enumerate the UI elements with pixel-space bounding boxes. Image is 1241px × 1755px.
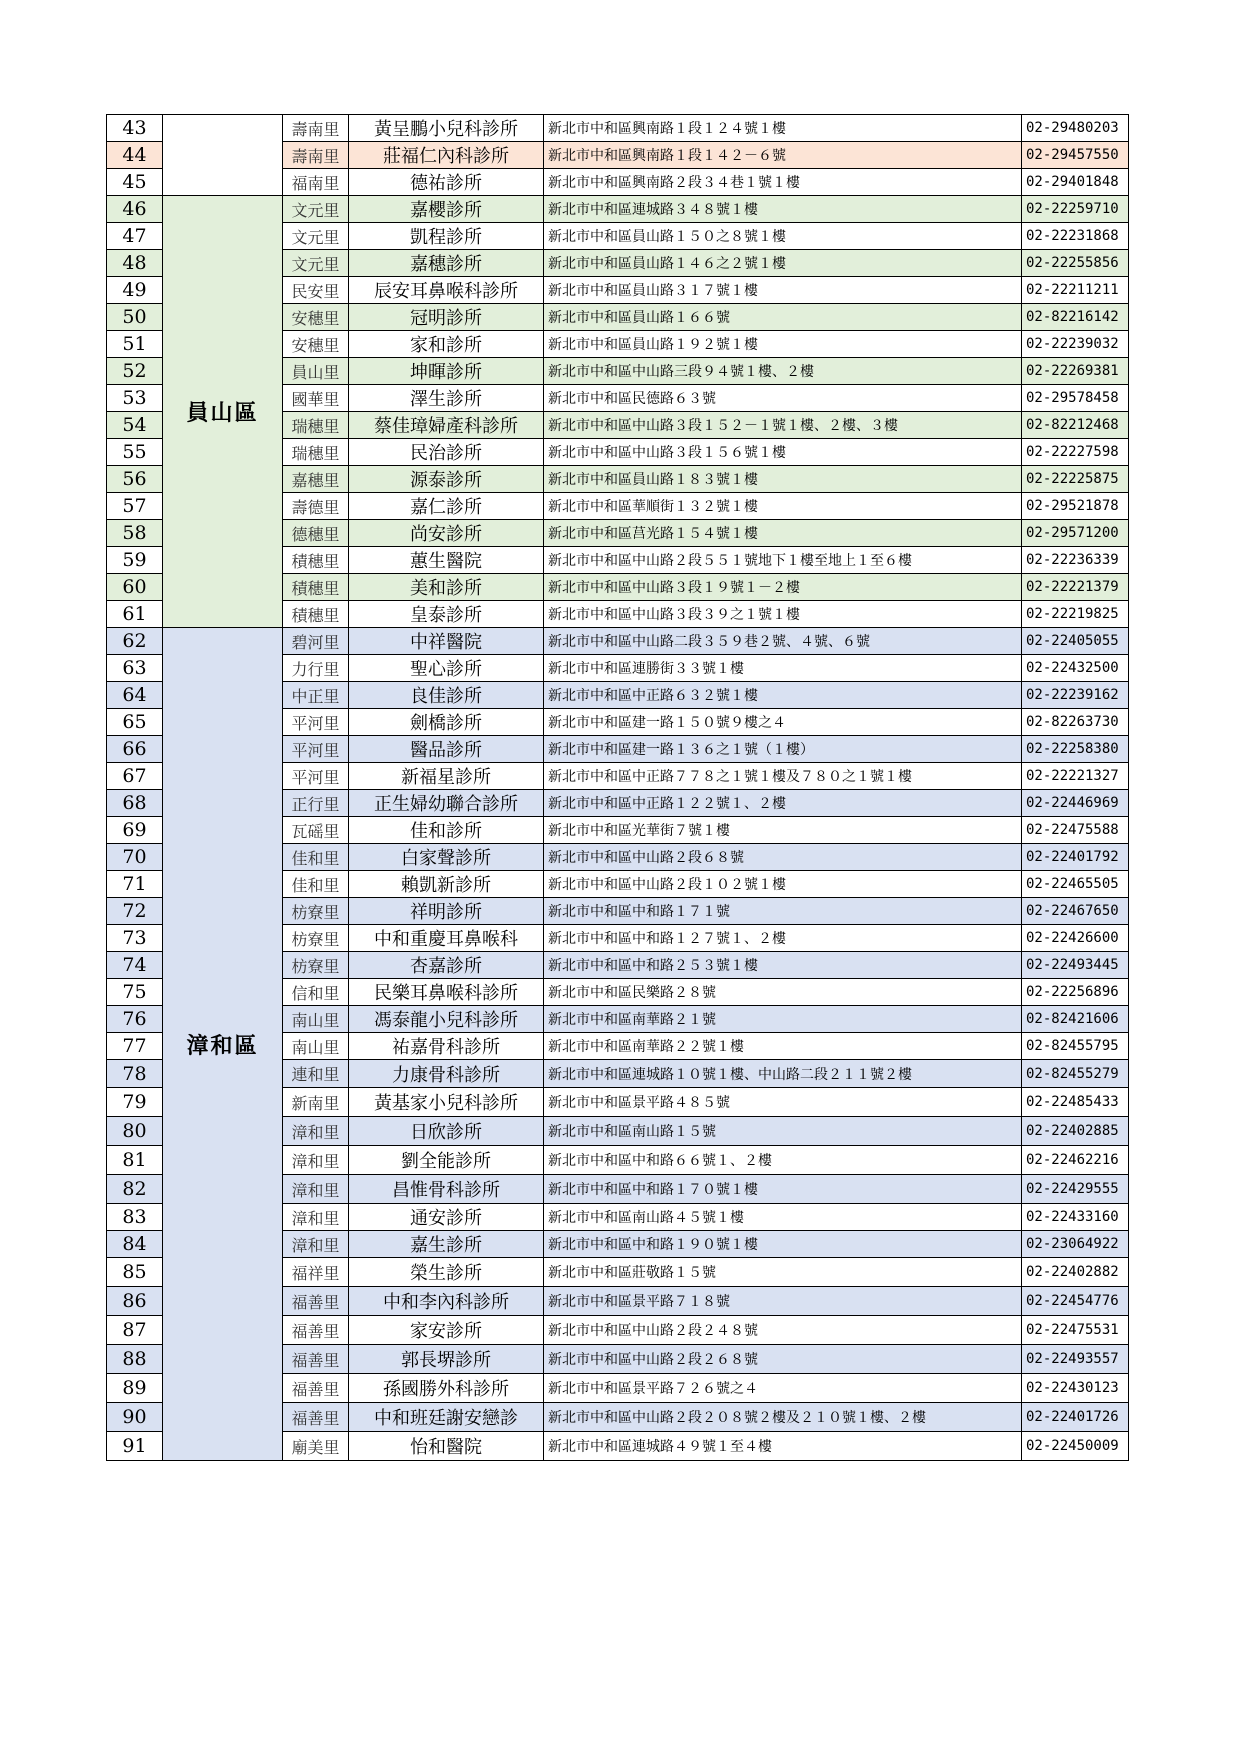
clinic-name: 美和診所 — [349, 574, 544, 601]
clinic-name: 祥明診所 — [349, 898, 544, 925]
village-cell: 漳和里 — [283, 1204, 349, 1231]
clinic-name: 新福星診所 — [349, 763, 544, 790]
clinic-phone: 02-82216142 — [1022, 304, 1129, 331]
village-cell: 連和里 — [283, 1060, 349, 1088]
village-cell: 廟美里 — [283, 1432, 349, 1461]
village-cell: 力行里 — [283, 655, 349, 682]
clinic-address: 新北市中和區中和路１２７號１、２樓 — [544, 925, 1022, 952]
village-cell: 瓦磘里 — [283, 817, 349, 844]
clinic-address: 新北市中和區南山路１５號 — [544, 1117, 1022, 1146]
clinic-address: 新北市中和區中山路三段９４號１樓、２樓 — [544, 358, 1022, 385]
clinic-address: 新北市中和區員山路１８３號１樓 — [544, 466, 1022, 493]
row-number: 62 — [107, 628, 163, 655]
row-number: 70 — [107, 844, 163, 871]
village-cell: 正行里 — [283, 790, 349, 817]
clinic-name: 杏嘉診所 — [349, 952, 544, 979]
clinic-phone: 02-22485433 — [1022, 1088, 1129, 1117]
village-cell: 信和里 — [283, 979, 349, 1006]
clinic-table-body — [107, 115, 1129, 1461]
clinic-phone: 02-29521878 — [1022, 493, 1129, 520]
clinic-address: 新北市中和區員山路１９２號１樓 — [544, 331, 1022, 358]
row-number: 50 — [107, 304, 163, 331]
clinic-name: 昌惟骨科診所 — [349, 1175, 544, 1204]
clinic-phone: 02-29578458 — [1022, 385, 1129, 412]
clinic-phone: 02-22450009 — [1022, 1432, 1129, 1461]
clinic-phone: 02-82212468 — [1022, 412, 1129, 439]
clinic-address: 新北市中和區光華街７號１樓 — [544, 817, 1022, 844]
village-cell: 文元里 — [283, 223, 349, 250]
row-number: 44 — [107, 142, 163, 169]
clinic-phone: 02-22433160 — [1022, 1204, 1129, 1231]
clinic-address: 新北市中和區莊敬路１５號 — [544, 1258, 1022, 1287]
row-number: 60 — [107, 574, 163, 601]
village-cell: 枋寮里 — [283, 925, 349, 952]
clinic-address: 新北市中和區連城路４９號１至４樓 — [544, 1432, 1022, 1461]
clinic-name: 蕙生醫院 — [349, 547, 544, 574]
clinic-name: 尚安診所 — [349, 520, 544, 547]
row-number: 86 — [107, 1287, 163, 1316]
row-number: 83 — [107, 1204, 163, 1231]
clinic-phone: 02-22231868 — [1022, 223, 1129, 250]
clinic-name: 嘉櫻診所 — [349, 196, 544, 223]
row-number: 68 — [107, 790, 163, 817]
clinic-address: 新北市中和區中山路３段３９之１號１樓 — [544, 601, 1022, 628]
clinic-phone: 02-22227598 — [1022, 439, 1129, 466]
village-cell: 枋寮里 — [283, 898, 349, 925]
clinic-name: 嘉仁診所 — [349, 493, 544, 520]
clinic-phone: 02-22259710 — [1022, 196, 1129, 223]
row-number: 45 — [107, 169, 163, 196]
clinic-phone: 02-82455279 — [1022, 1060, 1129, 1088]
village-cell: 枋寮里 — [283, 952, 349, 979]
village-cell: 員山里 — [283, 358, 349, 385]
row-number: 58 — [107, 520, 163, 547]
row-number: 59 — [107, 547, 163, 574]
clinic-phone: 02-22426600 — [1022, 925, 1129, 952]
clinic-phone: 02-22239032 — [1022, 331, 1129, 358]
clinic-name: 日欣診所 — [349, 1117, 544, 1146]
clinic-name: 郭長堺診所 — [349, 1345, 544, 1374]
clinic-address: 新北市中和區景平路７２６號之４ — [544, 1374, 1022, 1403]
clinic-phone: 02-22446969 — [1022, 790, 1129, 817]
village-cell: 漳和里 — [283, 1117, 349, 1146]
village-cell: 瑞穗里 — [283, 439, 349, 466]
clinic-address: 新北市中和區建一路１３６之１號（１樓） — [544, 736, 1022, 763]
village-cell: 平河里 — [283, 763, 349, 790]
row-number: 78 — [107, 1060, 163, 1088]
clinic-address: 新北市中和區中山路３段１９號１－２樓 — [544, 574, 1022, 601]
clinic-name: 家和診所 — [349, 331, 544, 358]
clinic-phone: 02-82455795 — [1022, 1033, 1129, 1060]
clinic-name: 佳和診所 — [349, 817, 544, 844]
table-row — [107, 196, 1129, 223]
row-number: 75 — [107, 979, 163, 1006]
village-cell: 德穗里 — [283, 520, 349, 547]
clinic-address: 新北市中和區連城路１０號１樓、中山路二段２１１號２樓 — [544, 1060, 1022, 1088]
clinic-address: 新北市中和區中山路３段１５２－１號１樓、２樓、３樓 — [544, 412, 1022, 439]
row-number: 49 — [107, 277, 163, 304]
clinic-address: 新北市中和區中山路２段２０８號２樓及２１０號１樓、２樓 — [544, 1403, 1022, 1432]
clinic-address: 新北市中和區員山路１５０之８號１樓 — [544, 223, 1022, 250]
clinic-phone: 02-29457550 — [1022, 142, 1129, 169]
row-number: 77 — [107, 1033, 163, 1060]
clinic-name: 醫品診所 — [349, 736, 544, 763]
clinic-address: 新北市中和區中和路１７１號 — [544, 898, 1022, 925]
row-number: 54 — [107, 412, 163, 439]
clinic-name: 皇泰診所 — [349, 601, 544, 628]
clinic-address: 新北市中和區興南路１段１４２－６號 — [544, 142, 1022, 169]
clinic-phone: 02-29571200 — [1022, 520, 1129, 547]
clinic-address: 新北市中和區莒光路１５４號１樓 — [544, 520, 1022, 547]
clinic-phone: 02-22429555 — [1022, 1175, 1129, 1204]
clinic-address: 新北市中和區中正路１２２號１、２樓 — [544, 790, 1022, 817]
clinic-name: 正生婦幼聯合診所 — [349, 790, 544, 817]
clinic-name: 馮泰龍小兒科診所 — [349, 1006, 544, 1033]
clinic-address: 新北市中和區中和路２５３號１樓 — [544, 952, 1022, 979]
village-cell: 新南里 — [283, 1088, 349, 1117]
village-cell: 平河里 — [283, 709, 349, 736]
clinic-address: 新北市中和區華順街１３２號１樓 — [544, 493, 1022, 520]
clinic-phone: 02-22430123 — [1022, 1374, 1129, 1403]
row-number: 64 — [107, 682, 163, 709]
clinic-name: 中祥醫院 — [349, 628, 544, 655]
village-cell: 平河里 — [283, 736, 349, 763]
clinic-address: 新北市中和區民樂路２８號 — [544, 979, 1022, 1006]
clinic-phone: 02-22432500 — [1022, 655, 1129, 682]
clinic-phone: 02-22258380 — [1022, 736, 1129, 763]
village-cell: 佳和里 — [283, 844, 349, 871]
clinic-phone: 02-22239162 — [1022, 682, 1129, 709]
clinic-address: 新北市中和區員山路３１７號１樓 — [544, 277, 1022, 304]
row-number: 73 — [107, 925, 163, 952]
clinic-address: 新北市中和區連勝街３３號１樓 — [544, 655, 1022, 682]
row-number: 76 — [107, 1006, 163, 1033]
clinic-name: 通安診所 — [349, 1204, 544, 1231]
village-cell: 福善里 — [283, 1345, 349, 1374]
row-number: 82 — [107, 1175, 163, 1204]
clinic-address: 新北市中和區中山路２段６８號 — [544, 844, 1022, 871]
clinic-phone: 02-22401726 — [1022, 1403, 1129, 1432]
clinic-phone: 02-22405055 — [1022, 628, 1129, 655]
row-number: 67 — [107, 763, 163, 790]
village-cell: 瑞穗里 — [283, 412, 349, 439]
clinic-phone: 02-22465505 — [1022, 871, 1129, 898]
village-cell: 福善里 — [283, 1403, 349, 1432]
village-cell: 碧河里 — [283, 628, 349, 655]
clinic-phone: 02-23064922 — [1022, 1231, 1129, 1258]
village-cell: 壽德里 — [283, 493, 349, 520]
clinic-address: 新北市中和區中正路６３２號１樓 — [544, 682, 1022, 709]
clinic-name: 中和李內科診所 — [349, 1287, 544, 1316]
row-number: 90 — [107, 1403, 163, 1432]
row-number: 89 — [107, 1374, 163, 1403]
row-number: 65 — [107, 709, 163, 736]
clinic-name: 澤生診所 — [349, 385, 544, 412]
clinic-name: 聖心診所 — [349, 655, 544, 682]
village-cell: 安穗里 — [283, 304, 349, 331]
row-number: 87 — [107, 1316, 163, 1345]
row-number: 80 — [107, 1117, 163, 1146]
clinic-name: 嘉穗診所 — [349, 250, 544, 277]
row-number: 69 — [107, 817, 163, 844]
district-cell: 漳和區 — [163, 628, 283, 1461]
clinic-phone: 02-22493445 — [1022, 952, 1129, 979]
clinic-phone: 02-22462216 — [1022, 1146, 1129, 1175]
village-cell: 壽南里 — [283, 142, 349, 169]
clinic-address: 新北市中和區南華路２２號１樓 — [544, 1033, 1022, 1060]
clinic-name: 黃基家小兒科診所 — [349, 1088, 544, 1117]
clinic-address: 新北市中和區中正路７７８之１號１樓及７８０之１號１樓 — [544, 763, 1022, 790]
clinic-phone: 02-82263730 — [1022, 709, 1129, 736]
clinic-phone: 02-22221379 — [1022, 574, 1129, 601]
village-cell: 漳和里 — [283, 1146, 349, 1175]
clinic-name: 祐嘉骨科診所 — [349, 1033, 544, 1060]
clinic-address: 新北市中和區中山路二段３５９巷２號、４號、６號 — [544, 628, 1022, 655]
clinic-name: 蔡佳璋婦產科診所 — [349, 412, 544, 439]
village-cell: 積穗里 — [283, 574, 349, 601]
clinic-address: 新北市中和區建一路１５０號９樓之４ — [544, 709, 1022, 736]
row-number: 74 — [107, 952, 163, 979]
clinic-phone: 02-22221327 — [1022, 763, 1129, 790]
village-cell: 福善里 — [283, 1287, 349, 1316]
clinic-phone: 02-22401792 — [1022, 844, 1129, 871]
clinic-phone: 02-22467650 — [1022, 898, 1129, 925]
row-number: 47 — [107, 223, 163, 250]
village-cell: 壽南里 — [283, 115, 349, 142]
clinic-phone: 02-22402885 — [1022, 1117, 1129, 1146]
village-cell: 文元里 — [283, 250, 349, 277]
clinic-name: 孫國勝外科診所 — [349, 1374, 544, 1403]
clinic-phone: 02-22225875 — [1022, 466, 1129, 493]
row-number: 46 — [107, 196, 163, 223]
clinic-name: 劍橋診所 — [349, 709, 544, 736]
clinic-name: 賴凱新診所 — [349, 871, 544, 898]
row-number: 71 — [107, 871, 163, 898]
village-cell: 文元里 — [283, 196, 349, 223]
clinic-table — [106, 114, 1129, 1461]
clinic-name: 黃呈鵬小兒科診所 — [349, 115, 544, 142]
clinic-name: 冠明診所 — [349, 304, 544, 331]
clinic-name: 德祐診所 — [349, 169, 544, 196]
village-cell: 南山里 — [283, 1033, 349, 1060]
clinic-phone: 02-22402882 — [1022, 1258, 1129, 1287]
village-cell: 中正里 — [283, 682, 349, 709]
clinic-name: 民樂耳鼻喉科診所 — [349, 979, 544, 1006]
clinic-name: 辰安耳鼻喉科診所 — [349, 277, 544, 304]
row-number: 81 — [107, 1146, 163, 1175]
row-number: 61 — [107, 601, 163, 628]
table-row — [107, 115, 1129, 142]
row-number: 53 — [107, 385, 163, 412]
clinic-phone: 02-22269381 — [1022, 358, 1129, 385]
clinic-address: 新北市中和區中和路１７０號１樓 — [544, 1175, 1022, 1204]
clinic-name: 白家聲診所 — [349, 844, 544, 871]
row-number: 85 — [107, 1258, 163, 1287]
clinic-phone: 02-22255856 — [1022, 250, 1129, 277]
row-number: 91 — [107, 1432, 163, 1461]
row-number: 57 — [107, 493, 163, 520]
village-cell: 漳和里 — [283, 1231, 349, 1258]
district-cell — [163, 115, 283, 196]
clinic-name: 怡和醫院 — [349, 1432, 544, 1461]
clinic-name: 坤暉診所 — [349, 358, 544, 385]
row-number: 72 — [107, 898, 163, 925]
clinic-phone: 02-22236339 — [1022, 547, 1129, 574]
clinic-phone: 02-29480203 — [1022, 115, 1129, 142]
village-cell: 福善里 — [283, 1316, 349, 1345]
clinic-address: 新北市中和區中和路６６號１、２樓 — [544, 1146, 1022, 1175]
row-number: 66 — [107, 736, 163, 763]
village-cell: 積穗里 — [283, 601, 349, 628]
clinic-address: 新北市中和區中山路２段１０２號１樓 — [544, 871, 1022, 898]
clinic-name: 凱程診所 — [349, 223, 544, 250]
clinic-phone: 02-22256896 — [1022, 979, 1129, 1006]
clinic-phone: 02-22454776 — [1022, 1287, 1129, 1316]
village-cell: 福善里 — [283, 1374, 349, 1403]
village-cell: 漳和里 — [283, 1175, 349, 1204]
clinic-address: 新北市中和區南山路４５號１樓 — [544, 1204, 1022, 1231]
clinic-phone: 02-22493557 — [1022, 1345, 1129, 1374]
clinic-name: 劉全能診所 — [349, 1146, 544, 1175]
clinic-name: 嘉生診所 — [349, 1231, 544, 1258]
clinic-address: 新北市中和區連城路３４８號１樓 — [544, 196, 1022, 223]
clinic-phone: 02-22475531 — [1022, 1316, 1129, 1345]
clinic-address: 新北市中和區中山路２段２４８號 — [544, 1316, 1022, 1345]
row-number: 55 — [107, 439, 163, 466]
row-number: 79 — [107, 1088, 163, 1117]
village-cell: 嘉穗里 — [283, 466, 349, 493]
clinic-address: 新北市中和區南華路２１號 — [544, 1006, 1022, 1033]
village-cell: 佳和里 — [283, 871, 349, 898]
clinic-address: 新北市中和區中和路１９０號１樓 — [544, 1231, 1022, 1258]
village-cell: 南山里 — [283, 1006, 349, 1033]
clinic-name: 家安診所 — [349, 1316, 544, 1345]
row-number: 56 — [107, 466, 163, 493]
clinic-address: 新北市中和區中山路３段１５６號１樓 — [544, 439, 1022, 466]
row-number: 52 — [107, 358, 163, 385]
village-cell: 積穗里 — [283, 547, 349, 574]
clinic-name: 榮生診所 — [349, 1258, 544, 1287]
clinic-address: 新北市中和區中山路２段５５１號地下１樓至地上１至６樓 — [544, 547, 1022, 574]
row-number: 51 — [107, 331, 163, 358]
row-number: 88 — [107, 1345, 163, 1374]
village-cell: 福祥里 — [283, 1258, 349, 1287]
clinic-address: 新北市中和區員山路１４６之２號１樓 — [544, 250, 1022, 277]
clinic-address: 新北市中和區景平路４８５號 — [544, 1088, 1022, 1117]
village-cell: 國華里 — [283, 385, 349, 412]
row-number: 84 — [107, 1231, 163, 1258]
clinic-name: 源泰診所 — [349, 466, 544, 493]
village-cell: 福南里 — [283, 169, 349, 196]
row-number: 43 — [107, 115, 163, 142]
clinic-name: 力康骨科診所 — [349, 1060, 544, 1088]
clinic-address: 新北市中和區民德路６３號 — [544, 385, 1022, 412]
clinic-address: 新北市中和區興南路２段３４巷１號１樓 — [544, 169, 1022, 196]
clinic-name: 民治診所 — [349, 439, 544, 466]
clinic-name: 中和班廷謝安戀診 — [349, 1403, 544, 1432]
clinic-phone: 02-82421606 — [1022, 1006, 1129, 1033]
clinic-name: 中和重慶耳鼻喉科 — [349, 925, 544, 952]
clinic-phone: 02-22219825 — [1022, 601, 1129, 628]
clinic-address: 新北市中和區興南路１段１２４號１樓 — [544, 115, 1022, 142]
clinic-address: 新北市中和區員山路１６６號 — [544, 304, 1022, 331]
village-cell: 安穗里 — [283, 331, 349, 358]
clinic-name: 良佳診所 — [349, 682, 544, 709]
row-number: 63 — [107, 655, 163, 682]
district-cell: 員山區 — [163, 196, 283, 628]
clinic-address: 新北市中和區景平路７１８號 — [544, 1287, 1022, 1316]
village-cell: 民安里 — [283, 277, 349, 304]
clinic-address: 新北市中和區中山路２段２６８號 — [544, 1345, 1022, 1374]
clinic-phone: 02-22475588 — [1022, 817, 1129, 844]
table-row — [107, 628, 1129, 655]
clinic-name: 莊福仁內科診所 — [349, 142, 544, 169]
clinic-phone: 02-29401848 — [1022, 169, 1129, 196]
clinic-phone: 02-22211211 — [1022, 277, 1129, 304]
row-number: 48 — [107, 250, 163, 277]
